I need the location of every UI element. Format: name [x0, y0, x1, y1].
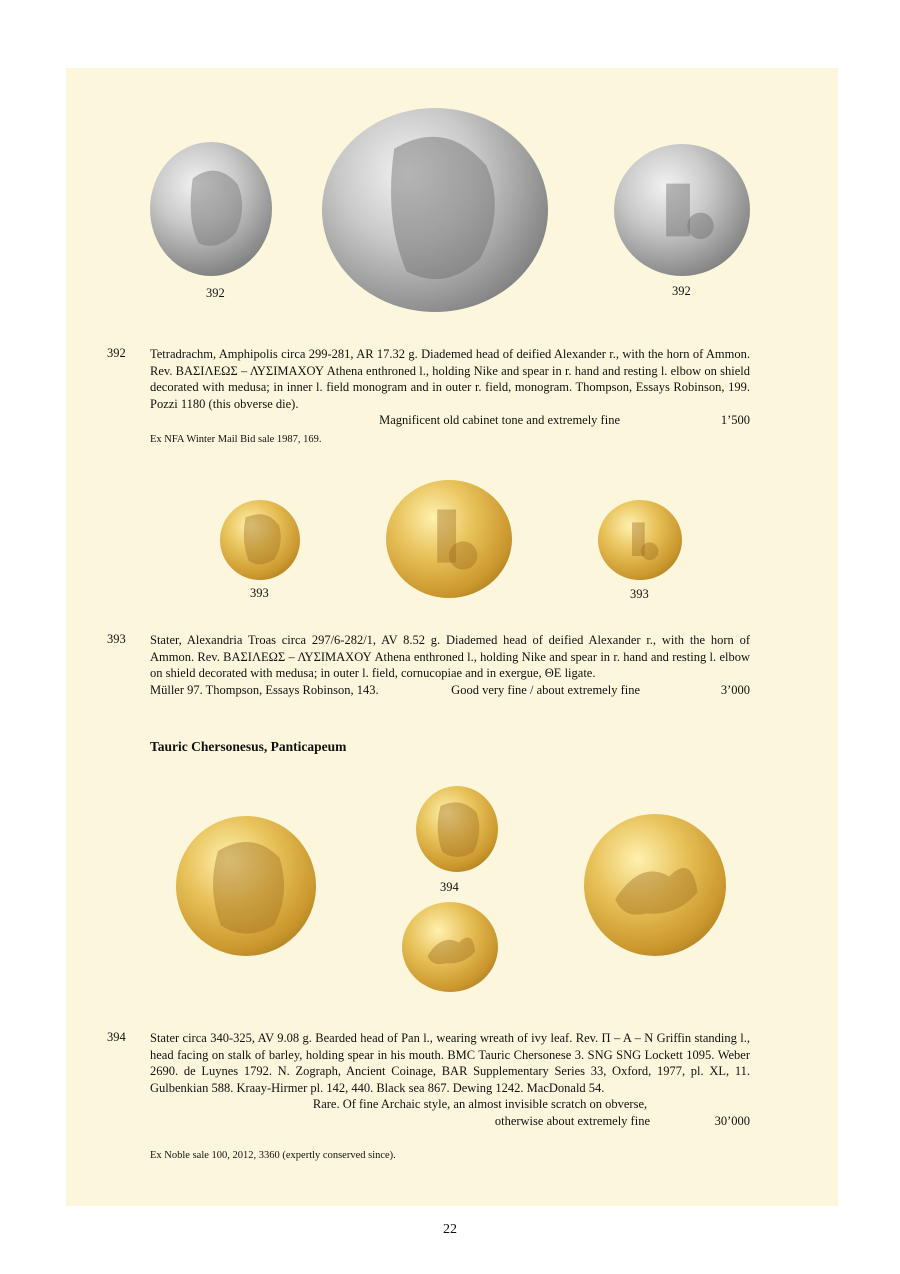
- griffin-icon: [584, 814, 726, 956]
- lot-description-394: [150, 1030, 750, 1129]
- alexander-head-icon: [322, 108, 548, 312]
- section-heading: Tauric Chersonesus, Panticapeum: [150, 739, 347, 754]
- lot-392-description-text: Tetradrachm, Amphipolis circa 299-281, AR 17.32 g. Diademed head of deified Alexander r., with the horn of Ammon. Rev. ΒΑΣΙΛΕΩΣ – ΛΥΣΙΜΑΧΟΥ Athena enthroned l., holding Nike and spear in r. hand and resting l. elbow on shield decorated with medusa; in inner l. field monogram and in outer r. field, monogram. Thompson, Essays Robinson, 199. Pozzi 1180 (this obverse die).: [150, 347, 750, 411]
- lot-394-provenance: Ex Noble sale 100, 2012, 3360 (expertly conserved since).: [150, 1150, 396, 1161]
- lot-description-392: [150, 346, 750, 429]
- lot-description-393: [150, 632, 750, 698]
- image-label-392-right: 392: [672, 284, 691, 298]
- lot-394-grade-line2: otherwise about extremely fine: [494, 1113, 650, 1128]
- lot-394-grade-line1: Rare. Of fine Archaic style, an almost invisible scratch on obverse,: [312, 1097, 648, 1111]
- lot-394-price: 30’000: [714, 1113, 750, 1128]
- lot-393-grade: Good very fine / about extremely fine: [451, 682, 640, 697]
- lot-392-grade: Magnificent old cabinet tone and extremely fine: [379, 413, 620, 427]
- image-label-392-left: 392: [206, 286, 225, 300]
- lot-393-references: Müller 97. Thompson, Essays Robinson, 143.: [150, 682, 379, 697]
- coin-393-reverse-large: [386, 480, 512, 598]
- coin-392-reverse: [614, 144, 750, 276]
- page-number: 22: [443, 1222, 457, 1237]
- image-label-394: 394: [440, 880, 459, 894]
- lot-392-price: 1’500: [720, 413, 750, 427]
- coin-394-obverse-small: [416, 786, 498, 872]
- coin-393-obverse-small: [220, 500, 300, 580]
- coin-394-obverse-large: [176, 816, 316, 956]
- lot-392-provenance: Ex NFA Winter Mail Bid sale 1987, 169.: [150, 434, 322, 445]
- coin-394-reverse-large: [584, 814, 726, 956]
- lot-number-394: 394: [107, 1030, 126, 1044]
- pan-head-icon: [416, 786, 498, 872]
- lot-393-price: 3’000: [720, 682, 750, 697]
- image-label-393-left: 393: [250, 586, 269, 600]
- lot-394-grade-row: [150, 1113, 750, 1130]
- image-label-393-right: 393: [630, 587, 649, 601]
- alexander-head-icon: [150, 142, 272, 276]
- coin-393-reverse-small: [598, 500, 682, 580]
- coin-394-reverse-small: [402, 902, 498, 992]
- lot-393-last-row: [150, 682, 750, 699]
- coin-392-obverse-small: [150, 142, 272, 276]
- pan-head-icon: [176, 816, 316, 956]
- coin-392-obverse-large: [322, 108, 548, 312]
- athena-enthroned-icon: [614, 144, 750, 276]
- lot-394-description-text: Stater circa 340-325, AV 9.08 g. Bearded head of Pan l., wearing wreath of ivy leaf. Rev. Π – Α – Ν Griffin standing l., head facing on stalk of barley, holding spear in his mouth. BMC Tauric Chersonese 3. SNG SNG Lockett 1095. Weber 2690. de Luynes 1792. N. Zograph, Ancient Coinage, BAR Supplementary Series 33, Oxford, 1977, pl. XL, 11. Gulbenkian 588. Kraay-Hirmer pl. 142, 440. Black sea 867. Dewing 1242. MacDonald 54.: [150, 1031, 750, 1095]
- athena-enthroned-icon: [386, 480, 512, 598]
- lot-392-grade-row: [150, 412, 750, 429]
- athena-enthroned-icon: [598, 500, 682, 580]
- lot-number-393: 393: [107, 632, 126, 646]
- lot-393-description-text: Stater, Alexandria Troas circa 297/6-282/1, AV 8.52 g. Diademed head of deified Alexander r., with the horn of Ammon. Rev. ΒΑΣΙΛΕΩΣ – ΛΥΣΙΜΑΧΟΥ Athena enthroned l., holding Nike and spear in r. hand and resting l. elbow on shield decorated with medusa; in outer l. field, cornucopiae and in exergue, ΘΕ ligate.: [150, 633, 750, 680]
- griffin-icon: [402, 902, 498, 992]
- alexander-head-icon: [220, 500, 300, 580]
- lot-number-392: 392: [107, 346, 126, 360]
